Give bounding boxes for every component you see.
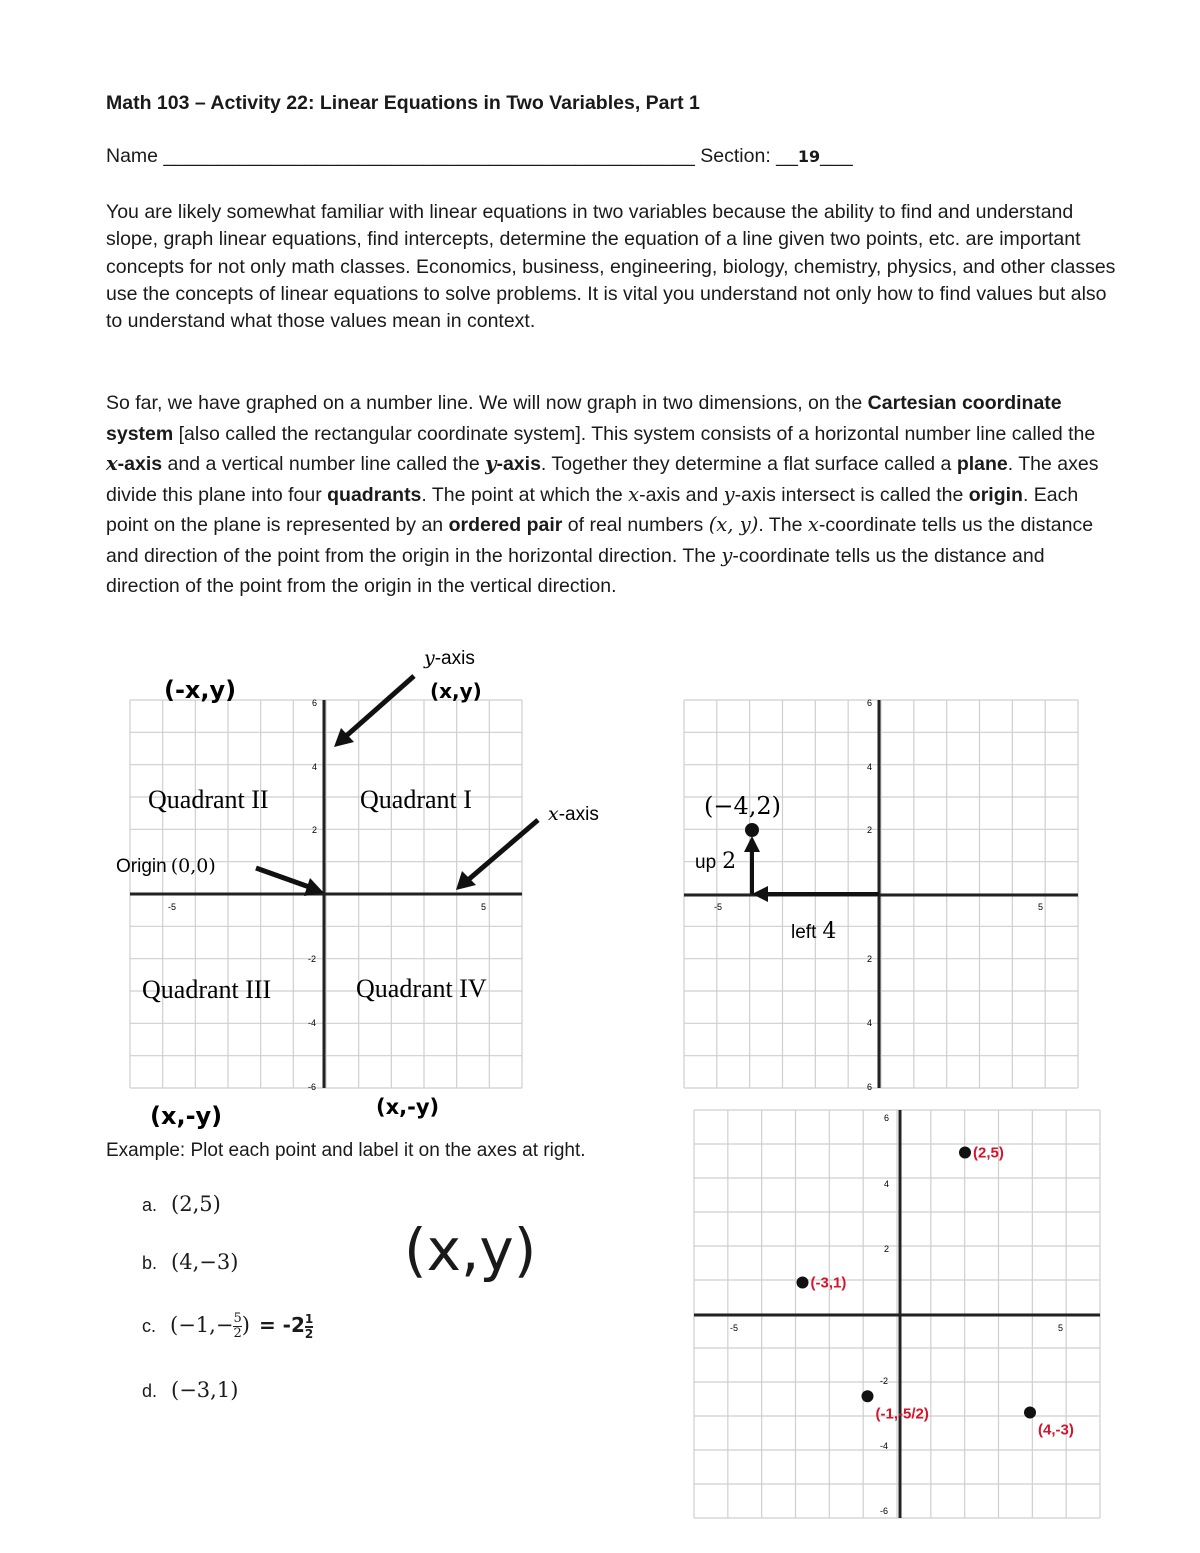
plotted-point xyxy=(959,1147,971,1159)
tick-label: 5 xyxy=(1038,902,1044,912)
tick-label: 5 xyxy=(481,902,487,912)
section-label: Section: xyxy=(700,145,771,167)
example-item-a: a. (2,5) xyxy=(142,1192,221,1216)
plotted-point xyxy=(1024,1407,1036,1419)
hand-note-c: = -2 $\frac{1}{2}$ xyxy=(258,1311,314,1341)
tick-label: 4 xyxy=(312,762,318,772)
quadrant-1-label: Quadrant I xyxy=(360,785,472,814)
y-axis-label: y-axis xyxy=(424,647,475,669)
point-neg4-2 xyxy=(745,823,759,837)
hand-note-q3: (x,-y) xyxy=(150,1102,223,1130)
tick-label: -2 xyxy=(308,954,317,964)
up-label: up 2 xyxy=(695,849,737,874)
quadrant-3-label: Quadrant III xyxy=(142,975,272,1004)
tick-label: 4 xyxy=(867,762,873,772)
page-title: Math 103 – Activity 22: Linear Equations in Two Variables, Part 1 xyxy=(106,92,700,114)
tick-label: 6 xyxy=(867,1082,873,1092)
point-label: (-3,1) xyxy=(810,1274,847,1292)
term-cartesian: Cartesian coordinate system xyxy=(106,392,1062,445)
term-ordered-pair: ordered pair xyxy=(448,514,563,536)
point-label: (4,-3) xyxy=(1038,1421,1074,1439)
plotted-point xyxy=(862,1390,874,1402)
x-axis-label: x-axis xyxy=(548,803,599,825)
tick-label: 5 xyxy=(1058,1323,1064,1333)
tick-label: -6 xyxy=(880,1506,889,1516)
example-prompt: Example: Plot each point and label it on the axes at right. xyxy=(106,1140,586,1161)
hand-note-q2: (-x,y) xyxy=(164,676,237,704)
point-label: (2,5) xyxy=(973,1144,1004,1162)
name-label: Name xyxy=(106,145,159,167)
tick-label: 6 xyxy=(312,698,318,708)
tick-label: 4 xyxy=(884,1179,890,1189)
hand-note-q4: (x,-y) xyxy=(376,1095,440,1119)
plotted-point xyxy=(797,1277,809,1289)
tick-label: -5 xyxy=(714,902,723,912)
tick-label: -2 xyxy=(880,1376,889,1386)
quadrant-2-label: Quadrant II xyxy=(148,785,269,814)
tick-label: 2 xyxy=(884,1244,890,1254)
tick-label: 4 xyxy=(867,1018,873,1028)
example-item-d: d. (−3,1) xyxy=(142,1378,239,1402)
tick-label: 2 xyxy=(312,825,318,835)
tick-label: 6 xyxy=(867,698,873,708)
tick-label: 2 xyxy=(867,825,873,835)
term-quadrants: quadrants xyxy=(327,483,422,506)
hand-note-xy: (x,y) xyxy=(404,1216,537,1284)
tick-label: -4 xyxy=(308,1018,317,1028)
tick-label: -6 xyxy=(308,1082,317,1092)
term-origin: origin xyxy=(968,483,1023,506)
example-item-b: b. (4,−3) xyxy=(142,1250,239,1274)
cartesian-paragraph: So far, we have graphed on a number line. We will now graph in two dimensions, on the Cartesian coordinate system [also called the rectangular coordinate system]. This system consists of a horizontal number line called the x-axis and a vertical number line called the y-axis. Together they determine a flat surface called a plane. The axes divide this plane into four quadrants. The point at which the x-axis and y-axis intersect is called the origin. Each point on the plane is represented by an ordered pair of real numbers (x, y). The x-coordinate tells us the distance and direction of the point from the origin in the horizontal direction. The y-coordinate tells us the distance and direction of the point from the origin in the vertical direction. xyxy=(106,392,1099,597)
tick-label: 6 xyxy=(884,1113,890,1123)
quadrant-4-label: Quadrant IV xyxy=(356,974,487,1003)
tick-label: -5 xyxy=(730,1323,739,1333)
term-plane: plane xyxy=(956,453,1008,475)
intro-paragraph: You are likely somewhat familiar with linear equations in two variables because the ability to find and understand slope, graph linear equations, find intercepts, determine the equation of a line given two points, etc. are important concepts for not only math classes. Economics, business, engineering, biology, chemistry, physics, and other classes use the concepts of linear equations to solve problems. It is vital you understand not only how to find values but also to understand what those values mean in context. xyxy=(106,201,1116,333)
tick-label: 2 xyxy=(867,954,873,964)
point-label-2: (−4,2) xyxy=(704,792,782,820)
example-item-c: c. (−1,− $\frac{5}{2}$ ) = -2 $\frac{1}{2}$ xyxy=(142,1311,314,1341)
name-field[interactable]: _________________________________________________ xyxy=(163,145,695,167)
path-arrows-2 xyxy=(744,836,879,902)
tick-label: -5 xyxy=(168,902,177,912)
origin-label: Origin (0,0) xyxy=(116,855,216,877)
section-field[interactable]: __19___ xyxy=(776,145,853,167)
left-label: left 4 xyxy=(791,919,837,944)
point-label: (-1,-5/2) xyxy=(875,1405,929,1423)
hand-note-q1: (x,y) xyxy=(430,679,482,703)
section-value: 19 xyxy=(797,147,821,166)
tick-label: -4 xyxy=(880,1441,889,1451)
